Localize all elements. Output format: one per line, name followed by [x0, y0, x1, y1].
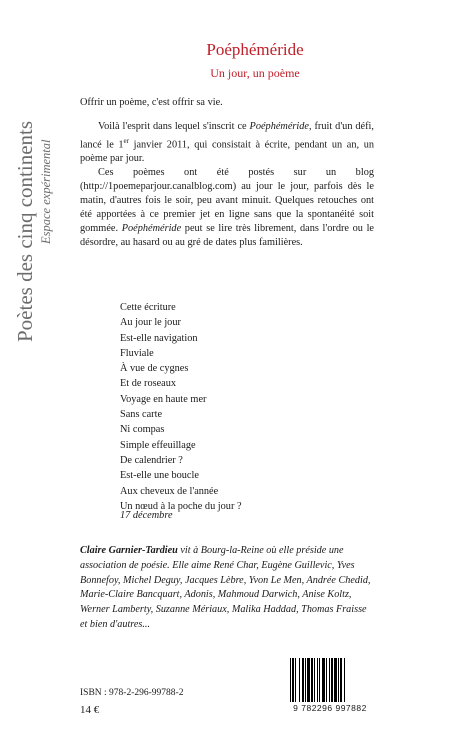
price: 14 € — [80, 704, 100, 716]
text-span: Ces poèmes ont été postés sur un blog (http://1poemeparjour.canalblog.com) au jour le jour, parfois dès le matin, d'autres fois le soir, peu avant minuit. Quelques retouches ont été apportées à ce premier jet en ligne sans que la spontanéité soit gommée. — [80, 167, 374, 235]
poem-line: Sans carte — [120, 409, 163, 421]
title-italic: Poéphéméride — [121, 223, 182, 235]
poem-line: Aux cheveux de l'année — [120, 485, 219, 497]
series-title: Poètes des cinq continents — [13, 120, 37, 342]
poem-date: 17 décembre — [120, 510, 173, 521]
book-title: Poéphéméride — [206, 40, 304, 59]
book-subtitle: Un jour, un poème — [210, 66, 300, 80]
poem-line: Fluviale — [120, 347, 154, 359]
text-span: , fruit d'un défi, lancé le 1 — [80, 121, 374, 151]
barcode-number: 9 782296 997882 — [293, 703, 367, 713]
poem-line: Un nœud à la poche du jour ? — [120, 500, 242, 512]
series-spine — [4, 20, 62, 350]
poem-line: Simple effeuillage — [120, 439, 196, 451]
poem-line: Au jour le jour — [120, 317, 181, 329]
blurb-lead: Offrir un poème, c'est offrir sa vie. — [80, 97, 223, 108]
blurb-paragraph-1 — [80, 120, 374, 166]
poem-line: Ni compas — [120, 424, 165, 436]
author-bio — [80, 544, 372, 633]
poem-line: Est-elle une boucle — [120, 470, 199, 482]
blurb — [80, 96, 374, 250]
isbn: ISBN : 978-2-296-99788-2 — [80, 688, 184, 698]
barcode — [284, 658, 376, 718]
poem-line: Et de roseaux — [120, 378, 177, 390]
poem-line: De calendrier ? — [120, 454, 183, 466]
poem-excerpt — [120, 300, 242, 514]
poem-line: Cette écriture — [120, 302, 176, 313]
blurb-paragraph-2 — [80, 166, 374, 250]
poem-line: Voyage en haute mer — [120, 393, 207, 405]
superscript: er — [123, 137, 129, 145]
series-subtitle: Espace expérimental — [39, 139, 53, 244]
barcode-bars — [290, 658, 376, 702]
bio-text: vit à Bourg-la-Reine où elle préside une association de poésie. Elle aime René Char, Eugène Guillevic, Yves Bonnefoy, Michel Deguy, Jacques Lèbre, Yvon Le Men, Andrée Chedid, Marie-Claire Bancquart, Adonis, Mahmoud Darwich, Anise Koltz, Werner Lamberty, Suzanne Mériaux, Malika Haddad, Thomas Fraisse et bien d'autres... — [80, 545, 371, 630]
text-span: janvier 2011, qui consistait à écrite, pendant un an, un poème par jour. — [80, 139, 375, 165]
author-name: Claire Garnier-Tardieu — [80, 545, 178, 556]
text-span: Voilà l'esprit dans lequel s'inscrit ce — [98, 121, 250, 132]
poem-line: À vue de cygnes — [120, 363, 189, 375]
title-italic: Poéphéméride — [249, 121, 309, 132]
text-span: peut se lire très librement, dans l'ordre ou le désordre, au hasard ou au gré de dates plus familières. — [80, 223, 374, 249]
poem-line: Est-elle navigation — [120, 332, 198, 344]
